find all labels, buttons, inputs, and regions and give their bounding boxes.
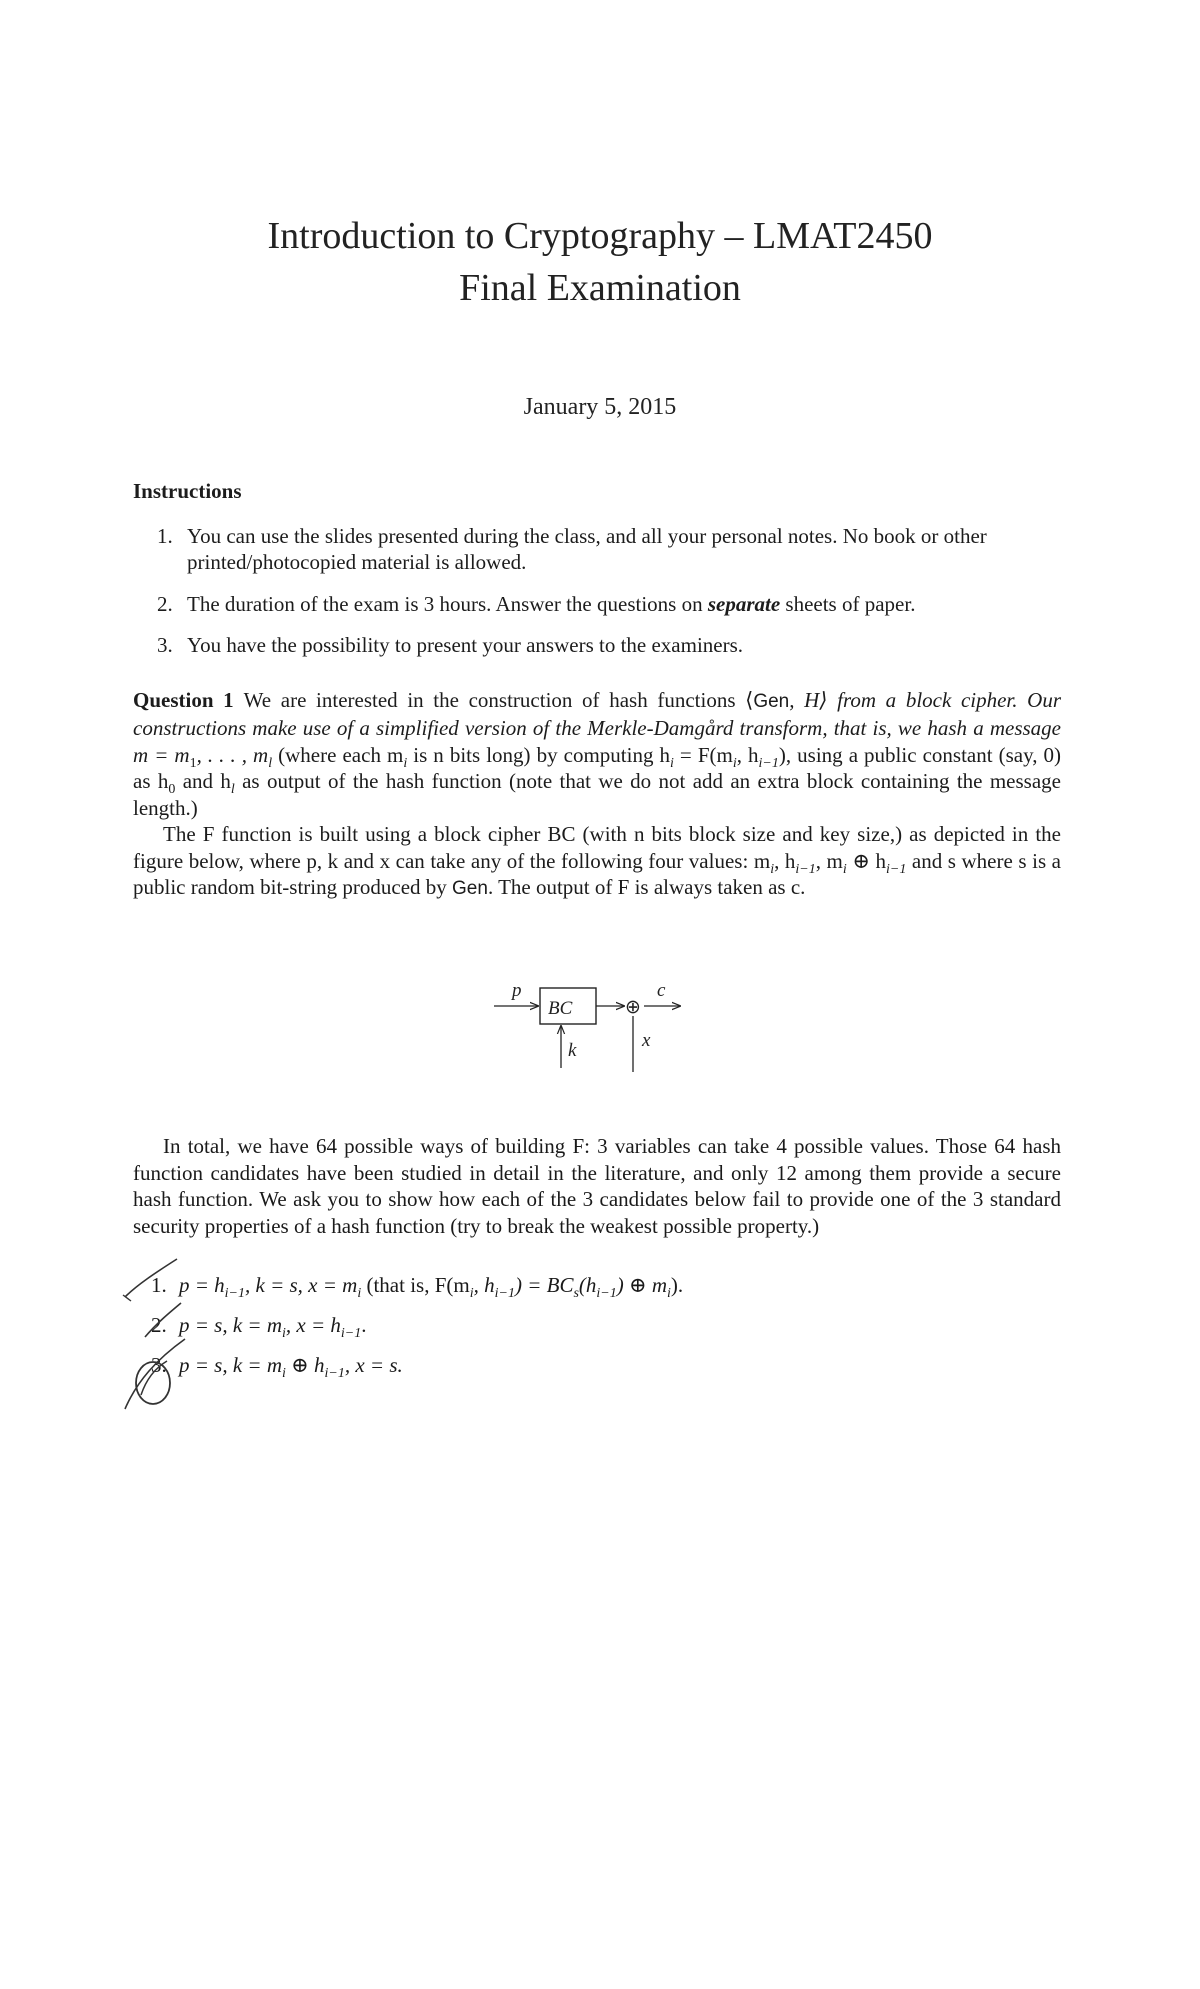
instruction-text-end: sheets of paper. (780, 591, 916, 616)
instruction-number: 2. (157, 591, 173, 616)
label-x: x (642, 1030, 651, 1051)
label-bc: BC (548, 998, 573, 1019)
label-c: c (657, 980, 666, 1001)
block-cipher-diagram (490, 982, 690, 1082)
title-line-1: Introduction to Cryptography – LMAT2450 (267, 215, 933, 257)
exam-date: January 5, 2015 (523, 394, 677, 420)
title-line-2: Final Examination (459, 267, 741, 309)
instruction-number: 1. (157, 523, 173, 548)
label-p: p (512, 980, 522, 1001)
candidate-number: 2. (151, 1313, 167, 1337)
instruction-text: The duration of the exam is 3 hours. Answer the questions on (187, 591, 708, 616)
candidate-item: 2. p = s, $k = m_i$, $x = h_{i-1}$. (133, 1305, 1061, 1345)
instructions-section (133, 478, 1061, 903)
xor-symbol: ⊕ (625, 996, 641, 1018)
candidate-item: 1. $p = h_{i-1}$, k = s, $x = m_i$ (that is, $F(m_i$, $h_{i-1}) = BC_s(h_{i-1})$ ⊕ $m_i$). (133, 1265, 1061, 1305)
emphasis-separate: separate (707, 591, 781, 616)
instruction-number: 3. (157, 633, 173, 657)
pen-stroke-1b (123, 1295, 131, 1301)
instruction-item (133, 632, 1061, 659)
exam-title (0, 210, 1200, 314)
instruction-text: You can use the slides presented during the class, and all your personal notes. No book or other printed/photocopied material is allowed. (187, 523, 987, 574)
question-1-label: Question 1 (133, 687, 234, 712)
candidate-number: 3. (151, 1353, 167, 1377)
candidate-list (133, 1265, 1061, 1385)
question-1-paragraph-2: The F function is built using a block cipher BC (with n bits block size and key size,) as depicted in the figure below, where p, k and x can take any of the following four values: $m_i$, $h_{i-1}$, $m_i$ ⊕ $h_{i-1}$ and s where s is a public random bit-string produced by Gen. The output of F is always taken as c. (133, 822, 1061, 899)
instructions-heading: Instructions (133, 479, 242, 503)
candidate-number: 1. (151, 1273, 167, 1297)
candidate-item: 3. p = s, $k = m_i$ ⊕ $h_{i-1}$, x = s. (133, 1345, 1061, 1385)
instruction-item (133, 523, 1061, 576)
instruction-item (133, 591, 1061, 618)
question-1-paragraph-3: In total, we have 64 possible ways of building F: 3 variables can take 4 possible values. Those 64 hash function candidates have been studied in detail in the literature, and only 12 among them provide a secure hash function. We ask you to show how each of the 3 candidates below fail to provide one of the 3 standard security properties of a hash function (try to break the weakest possible property.) (133, 1134, 1061, 1238)
diagram-svg (490, 982, 690, 1082)
label-k: k (568, 1040, 577, 1061)
question-1-paragraph-1: Question 1 We are interested in the construction of hash functions ⟨Gen, H⟩ from a block cipher. Our constructions make use of a simplified version of the Merkle-Damgård transform, that is, we hash a message $m = m_1$, . . . , $m_l$ (where each $m_i$ is n bits long) by computing $h_i = F(m_i$, $h_{i-1}$), using a public constant (say, 0) as $h_0$ and $h_l$ as output of the hash function (note that we do not add an extra block containing the message length.) (133, 687, 1062, 820)
instruction-text: You have the possibility to present your answers to the examiners. (187, 633, 744, 657)
instructions-list (133, 523, 1061, 659)
